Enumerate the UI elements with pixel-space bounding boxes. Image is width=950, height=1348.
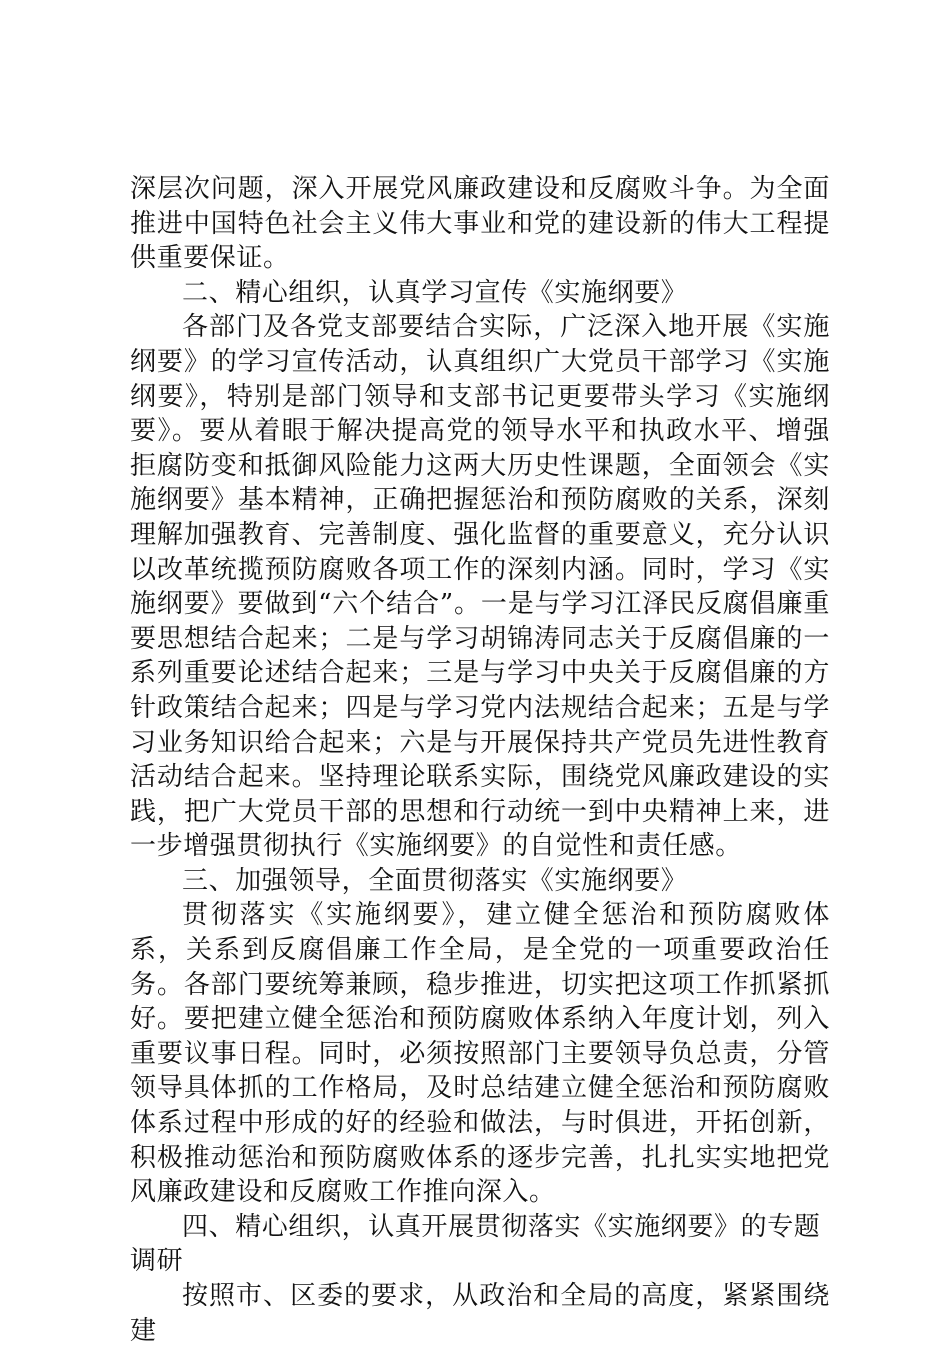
paragraph-continuation: 深层次问题，深入开展党风廉政建设和反腐败斗争。为全面推进中国特色社会主义伟大事业和党的建设新的伟大工程提供重要保证。 xyxy=(130,174,830,274)
section-heading-3: 三、加强领导，全面贯彻落实《实施纲要》 xyxy=(182,865,688,896)
paragraph-leadership: 贯彻落实《实施纲要》，建立健全惩治和预防腐败体系，关系到反腐倡廉工作全局，是全党的一项重要政治任务。各部门要统筹兼顾，稳步推进，切实把这项工作抓紧抓好。要把建立健全惩治和预防腐败体系纳入年度计划，列入重要议事日程。同时，必须按照部门主要领导负总责，分管领导具体抓的工作格局，及时总结建立健全惩治和预防腐败体系过程中形成的好的经验和做法，与时俱进，开拓创新，积极推动惩治和预防腐败体系的逐步完善，扎扎实实地把党风廉政建设和反腐败工作推向深入。 xyxy=(130,900,830,1208)
document-body xyxy=(130,172,830,1348)
section-heading-2: 二、精心组织，认真学习宣传《实施纲要》 xyxy=(182,277,688,308)
section-heading-4: 四、精心组织，认真开展贯彻落实《实施纲要》的专题调研 xyxy=(130,1211,821,1277)
paragraph-study-publicity: 各部门及各党支部要结合实际，广泛深入地开展《实施纲要》的学习宣传活动，认真组织广大党员干部学习《实施纲要》，特别是部门领导和支部书记更要带头学习《实施纲要》。要从着眼于解决提高党的领导水平和执政水平、增强拒腐防变和抵御风险能力这两大历史性课题，全面领会《实施纲要》基本精神，正确把握惩治和预防腐败的关系，深刻理解加强教育、完善制度、强化监督的重要意义，充分认识以改革统揽预防腐败各项工作的深刻内涵。同时，学习《实施纲要》要做到“六个结合”。一是与学习江泽民反腐倡廉重要思想结合起来；二是与学习胡锦涛同志关于反腐倡廉的一系列重要论述结合起来；三是与学习中央关于反腐倡廉的方针政策结合起来；四是与学习党内法规结合起来；五是与学习业务知识给合起来；六是与开展保持共产党员先进性教育活动结合起来。坚持理论联系实际，围绕党风廉政建设的实践，把广大党员干部的思想和行动统一到中央精神上来，进一步增强贯彻执行《实施纲要》的自觉性和责任感。 xyxy=(130,312,830,862)
paragraph-research: 按照市、区委的要求，从政治和全局的高度，紧紧围绕建 xyxy=(130,1281,830,1346)
